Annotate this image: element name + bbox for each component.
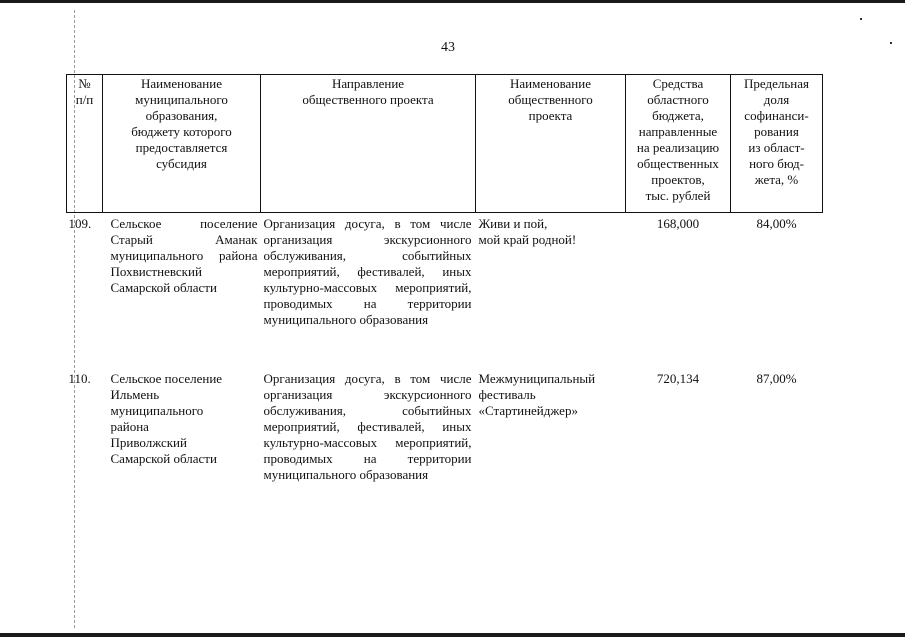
row-number: 110. xyxy=(68,371,91,386)
table-row xyxy=(67,368,823,521)
scan-speck xyxy=(860,18,862,20)
scan-speck xyxy=(890,42,892,44)
page-number: 43 xyxy=(441,40,455,55)
scan-edge-top xyxy=(0,0,905,3)
header-cofinancing-share: Предельная доля софинанси- рования из област- ного бюд- жета, % xyxy=(731,75,823,213)
header-project-name: Наименование общественного проекта xyxy=(476,75,626,213)
header-number: № п/п xyxy=(67,75,103,213)
table-header-row xyxy=(67,75,823,213)
row-municipality: Сельское поселение Ильмень муниципального района Приволжский Самарской области xyxy=(110,371,223,466)
subsidy-table xyxy=(66,74,823,521)
row-municipality: Сельское поселение Старый Аманак муниципального района Похвистневский Самарской области xyxy=(110,216,258,295)
header-budget-funds: Средства областного бюджета, направленные на реализацию общественных проектов, тыс. рублей xyxy=(626,75,731,213)
row-cofinancing-share: 84,00% xyxy=(756,216,797,231)
table-row xyxy=(67,213,823,369)
row-budget-amount: 168,000 xyxy=(656,216,700,231)
row-direction: Организация досуга, в том числе организация экскурсионного обслуживания, событийных мероприятий, фестивалей, иных культурно-массовых мероприятий, проводимых на территории муниципального образования xyxy=(263,216,472,327)
row-cofinancing-share: 87,00% xyxy=(756,371,797,386)
row-budget-amount: 720,134 xyxy=(656,371,700,386)
header-municipality: Наименование муниципального образования, бюджету которого предоставляется субсидия xyxy=(103,75,261,213)
scan-edge-bottom xyxy=(0,633,905,637)
row-project-name: Межмуниципальный фестиваль «Стартинейджер» xyxy=(478,371,596,418)
row-project-name: Живи и пой, мой край родной! xyxy=(478,216,577,247)
header-direction: Направление общественного проекта xyxy=(261,75,476,213)
row-direction: Организация досуга, в том числе организация экскурсионного обслуживания, событийных мероприятий, фестивалей, иных культурно-массовых мероприятий, проводимых на территории муниципального образования xyxy=(263,371,472,482)
row-number: 109. xyxy=(68,216,92,231)
